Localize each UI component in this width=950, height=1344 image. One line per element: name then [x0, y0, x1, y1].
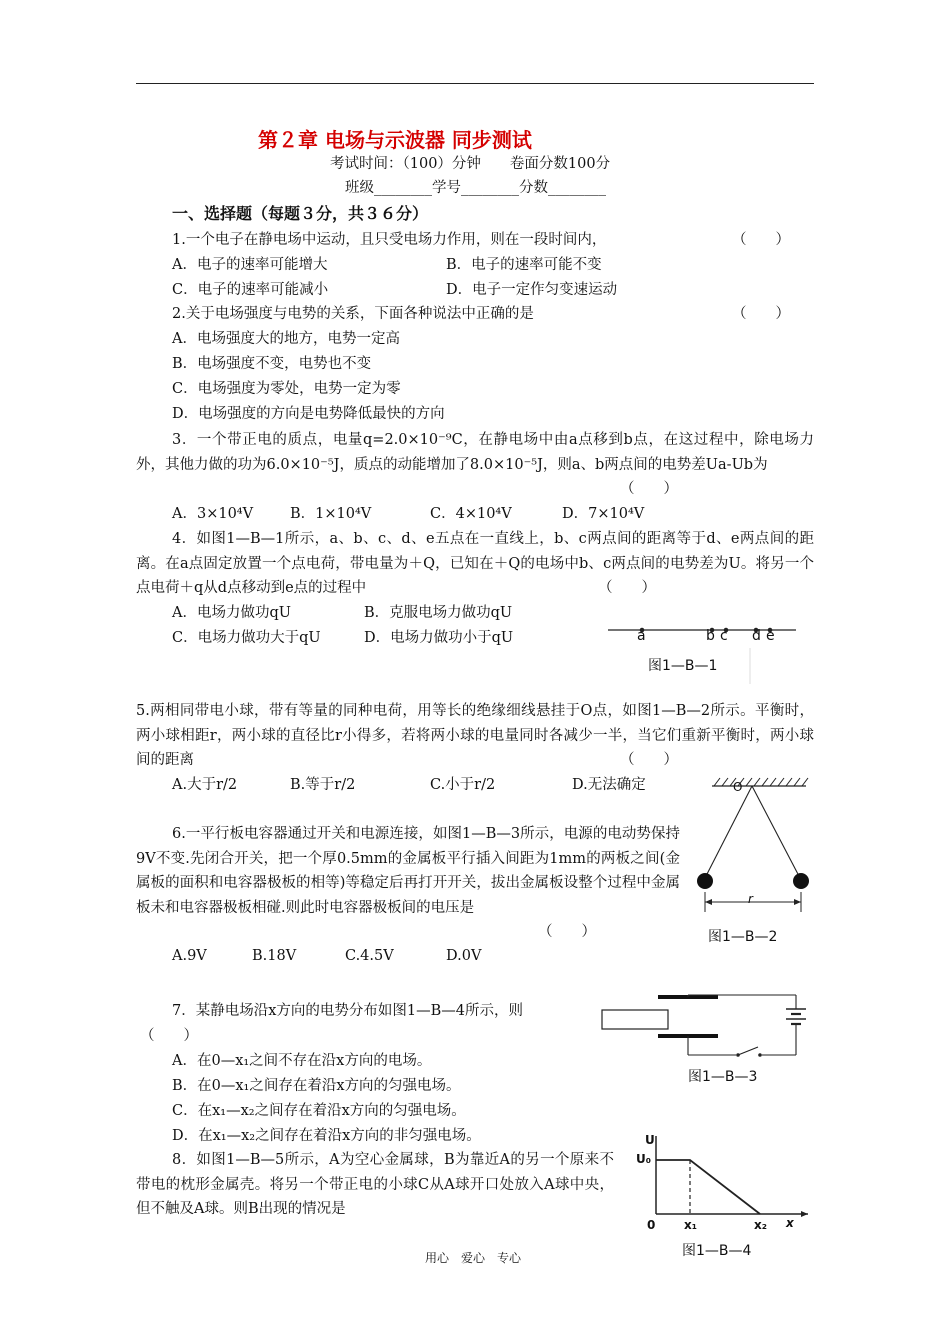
fig1-caption: 图1—B—1 [648, 658, 718, 674]
section-heading: 一、选择题（每题３分，共３６分） [172, 204, 429, 223]
q3-answer-paren: （ ） [620, 481, 678, 497]
fig2-point-o: O [733, 780, 743, 794]
fig1-label-a: a [637, 628, 646, 644]
fig4-u0-label: U₀ [636, 1152, 651, 1166]
q5-answer-paren: （ ） [620, 752, 678, 768]
page-footer: 用心 爱心 专心 [425, 1251, 522, 1265]
fig1-label-c: c [720, 628, 728, 644]
q3-option-c: C．4×10⁴V [430, 506, 512, 522]
class-info-line: 班级________学号________分数________ [345, 180, 606, 196]
q5-option-c: C.小于r/2 [430, 777, 496, 793]
fig4-y-axis-label: U [645, 1133, 655, 1147]
fig4-origin-label: 0 [647, 1218, 656, 1232]
fig2-distance-r: r [748, 892, 753, 906]
q4-option-b: B．克服电场力做功qU [364, 605, 513, 621]
page-title: 第２章 电场与示波器 同步测试 [258, 128, 532, 152]
q4-option-c: C．电场力做功大于qU [172, 630, 321, 646]
fig1-label-d: d [752, 628, 761, 644]
q6-option-a: A.9V [172, 948, 207, 964]
q3-option-b: B．1×10⁴V [290, 506, 372, 522]
q7-option-b: B．在0—x₁之间存在着沿x方向的匀强电场。 [172, 1078, 461, 1094]
q4-answer-paren: （ ） [598, 580, 656, 596]
figure-1-b-3 [600, 993, 815, 1065]
q6-option-d: D.0V [446, 948, 482, 964]
q6-option-c: C.4.5V [345, 948, 394, 964]
exam-time-line: 考试时间：（100）分钟 卷面分数100分 [330, 156, 611, 172]
figure-1-b-4 [632, 1130, 812, 1230]
q4-option-d: D．电场力做功小于qU [364, 630, 514, 646]
fig1-label-b: b [706, 628, 715, 644]
q8-stem: 8．如图1—B—5所示，A为空心金属球，B为靠近A的另一个原来不带电的枕形金属壳。将另一个带正电的小球C从A球开口处放入A球中央，但不触及A球。则B出现的情况是 [136, 1152, 614, 1217]
q5-option-d: D.无法确定 [572, 777, 646, 793]
fig4-caption: 图1—B—4 [682, 1243, 752, 1259]
q7-answer-paren: （ ） [140, 1028, 198, 1044]
q6-answer-paren: （ ） [538, 924, 596, 940]
q3-option-a: A．3×10⁴V [172, 506, 254, 522]
q7-option-a: A．在0—x₁之间不存在沿x方向的电场。 [172, 1053, 432, 1069]
q1-stem: 1.一个电子在静电场中运动，且只受电场力作用，则在一段时间内， [172, 232, 607, 248]
q7-option-c: C．在x₁—x₂之间存在着沿x方向的匀强电场。 [172, 1103, 466, 1119]
q5-option-a: A.大于r/2 [172, 777, 238, 793]
q7-stem: 7．某静电场沿x方向的电势分布如图1—B—4所示，则 [172, 1003, 524, 1019]
fig2-caption: 图1—B—2 [708, 929, 778, 945]
q2-option-a: A．电场强度大的地方，电势一定高 [172, 331, 400, 347]
q1-option-d: D．电子一定作匀变速运动 [446, 282, 618, 298]
q1-option-b: B．电子的速率可能不变 [446, 257, 602, 273]
q6-option-b: B.18V [252, 948, 297, 964]
fig1-label-e: e [766, 628, 775, 644]
q6-stem: 6.一平行板电容器通过开关和电源连接，如图1—B—3所示，电源的电动势保持9V不变.先闭合开关，把一个厚0.5mm的金属板平行插入间距为1mm的两板之间(金属板的面积和电容器极板的相等)等稳定后再打开开关，拔出金属板设整个过程中金属板未和电容器极板相碰.则此时电容器极板间的电压是 [136, 826, 680, 916]
q2-stem: 2.关于电场强度与电势的关系，下面各种说法中正确的是 [172, 306, 534, 322]
top-rule [136, 83, 814, 84]
q2-answer-paren: （ ） [732, 306, 790, 322]
q7-option-d: D．在x₁—x₂之间存在着沿x方向的非匀强电场。 [172, 1128, 481, 1144]
q3-option-d: D．7×10⁴V [562, 506, 645, 522]
q2-option-b: B．电场强度不变，电势也不变 [172, 356, 372, 372]
q4-stem: 4．如图1—B—1所示，a、b、c、d、e五点在一直线上，b、c两点间的距离等于d、e两点间的距离。在a点固定放置一个点电荷，带电量为＋Q，已知在＋Q的电场中b、c两点间的电势差为U。将另一个点电荷＋q从d点移动到e点的过程中 [136, 531, 814, 596]
q4-option-a: A．电场力做功qU [172, 605, 291, 621]
q2-option-c: C．电场强度为零处，电势一定为零 [172, 381, 401, 397]
fig3-caption: 图1—B—3 [688, 1069, 758, 1085]
q1-answer-paren: （ ） [732, 232, 790, 248]
q2-option-d: D．电场强度的方向是电势降低最快的方向 [172, 406, 445, 422]
q5-stem: 5.两相同带电小球，带有等量的同种电荷，用等长的绝缘细线悬挂于O点，如图1—B—2所示。平衡时，两小球相距r，两小球的直径比r小得多，若将两小球的电量同时各减少一半，当它们重新平衡时，两小球间的距离 [136, 703, 814, 768]
fig4-x1-label: x₁ [684, 1218, 697, 1232]
fig4-x-axis-label: x [786, 1216, 794, 1230]
q3-stem: 3．一个带正电的质点，电量q=2.0×10⁻⁹C，在静电场中由a点移到b点，在这过程中，除电场力外，其他力做的功为6.0×10⁻⁵J，质点的动能增加了8.0×10⁻⁵J，则a、b两点间的电势差Ua-Ub为 [136, 432, 814, 473]
fig4-x2-label: x₂ [754, 1218, 767, 1232]
q1-option-c: C．电子的速率可能减小 [172, 282, 329, 298]
q5-option-b: B.等于r/2 [290, 777, 356, 793]
q1-option-a: A．电子的速率可能增大 [172, 257, 328, 273]
figure-1-b-2 [700, 770, 820, 920]
